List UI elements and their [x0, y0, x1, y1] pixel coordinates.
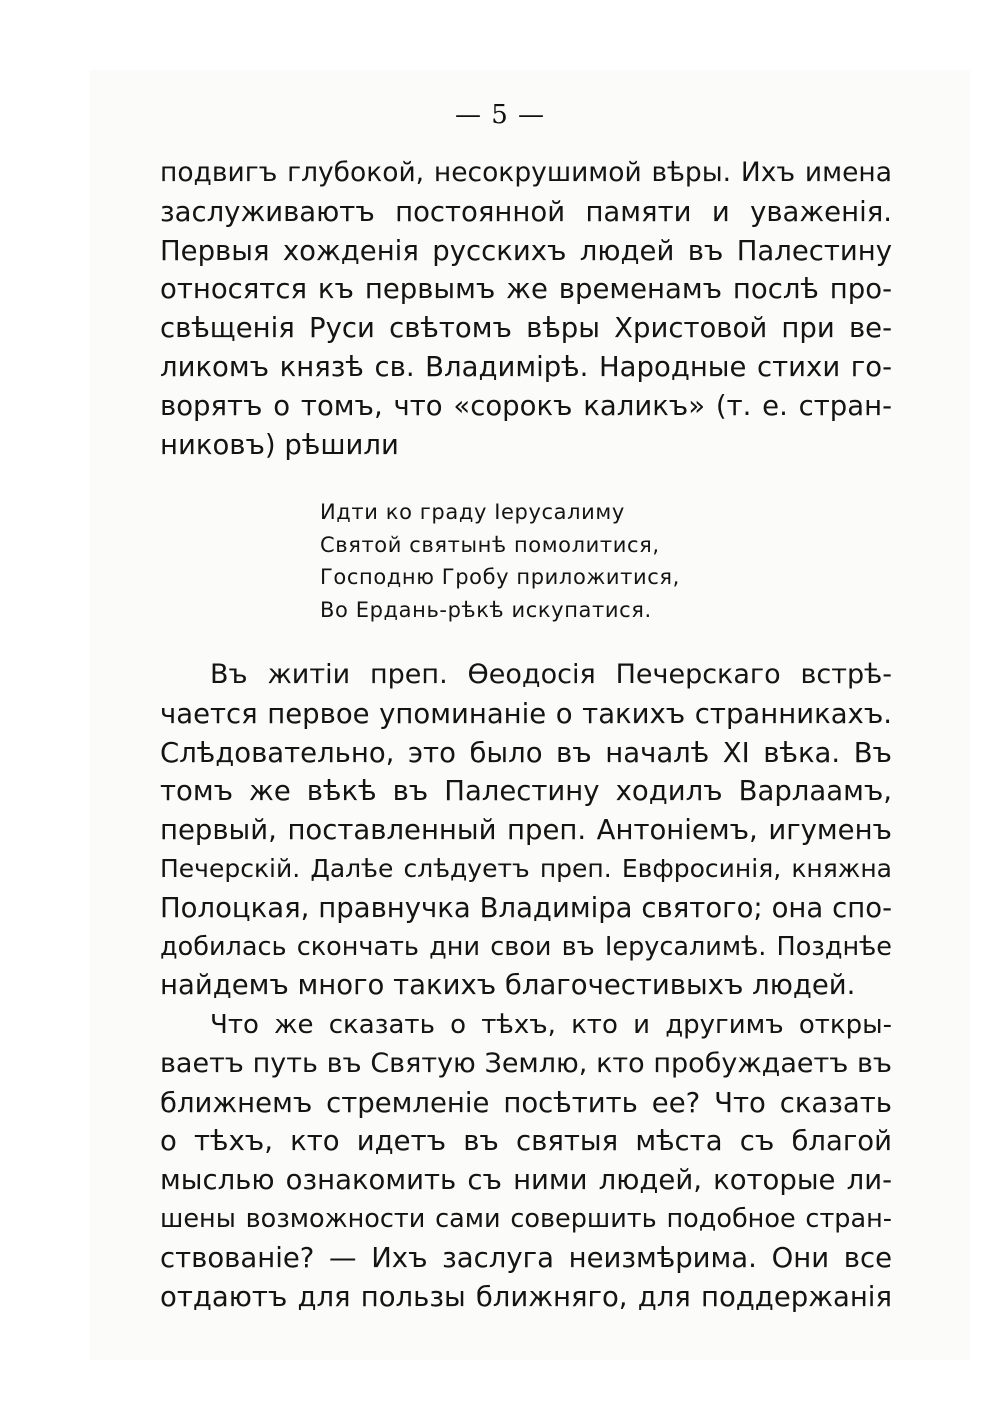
text-line: мыслью ознакомить съ ними людей, которые ли- [160, 1164, 892, 1197]
text-line: отдаютъ для пользы ближняго, для поддержанія [160, 1280, 892, 1313]
text-line: Полоцкая, правнучка Владиміра святого; она спо- [160, 891, 892, 924]
paragraph-3 [160, 1006, 892, 1316]
text-line: Печерскій. Далѣе слѣдуетъ преп. Евфросинія, княжна [160, 853, 892, 883]
paragraph-1 [160, 154, 892, 464]
text-line: свѣщенія Руси свѣтомъ вѣры Христовой при ве- [160, 312, 892, 345]
verse-line: Святой святынѣ помолитися, [320, 532, 660, 557]
verse-line: Идти ко граду Іерусалиму [320, 500, 625, 524]
text-line: ворятъ о томъ, что «сорокъ каликъ» (т. е. стран- [160, 389, 892, 422]
text-line: ликомъ князѣ св. Владимірѣ. Народные стихи го- [160, 350, 892, 383]
text-line: Въ житіи преп. Ѳеодосія Печерскаго встрѣ- [210, 659, 892, 690]
text-line: Первыя хожденія русскихъ людей въ Палестину [160, 234, 892, 267]
text-line: ближнемъ стремленіе посѣтить ее? Что сказать [160, 1086, 892, 1119]
text-line: ваетъ путь въ Святую Землю, кто пробуждаетъ въ [160, 1047, 892, 1079]
text-line: добилась скончать дни свои въ Іерусалимѣ. Позднѣе [160, 931, 892, 962]
text-line: никовъ) рѣшили [160, 428, 399, 461]
text-line: Что же сказать о тѣхъ, кто и другимъ откры- [210, 1010, 892, 1040]
text-line: относятся къ первымъ же временамъ послѣ про- [160, 273, 892, 306]
text-line: ствованіе? — Ихъ заслуга неизмѣрима. Они все [160, 1241, 892, 1274]
text-line: томъ же вѣкѣ въ Палестину ходилъ Варлаамъ, [160, 775, 892, 808]
page-number: — 5 — [454, 100, 546, 130]
verse-line: Господню Гробу приложитися, [320, 565, 680, 589]
verse-line: Во Ердань-рѣкѣ искупатися. [320, 597, 652, 622]
text-line: заслуживаютъ постоянной памяти и уваженія. [160, 195, 892, 228]
text-line: найдемъ много такихъ благочестивыхъ людей. [160, 969, 856, 1002]
text-line: о тѣхъ, кто идетъ въ святыя мѣста съ благой [160, 1125, 892, 1158]
text-line: подвигъ глубокой, несокрушимой вѣры. Ихъ имена [160, 157, 892, 188]
text-line: первый, поставленный преп. Антоніемъ, игуменъ [160, 814, 892, 847]
text-line: чается первое упоминаніе о такихъ странникахъ. [160, 697, 892, 730]
verse-quotation [320, 496, 680, 626]
paragraph-2 [160, 656, 892, 1005]
text-line: Слѣдовательно, это было въ началѣ XI вѣка. Въ [160, 736, 892, 769]
text-line: шены возможности сами совершить подобное стран- [160, 1203, 892, 1234]
